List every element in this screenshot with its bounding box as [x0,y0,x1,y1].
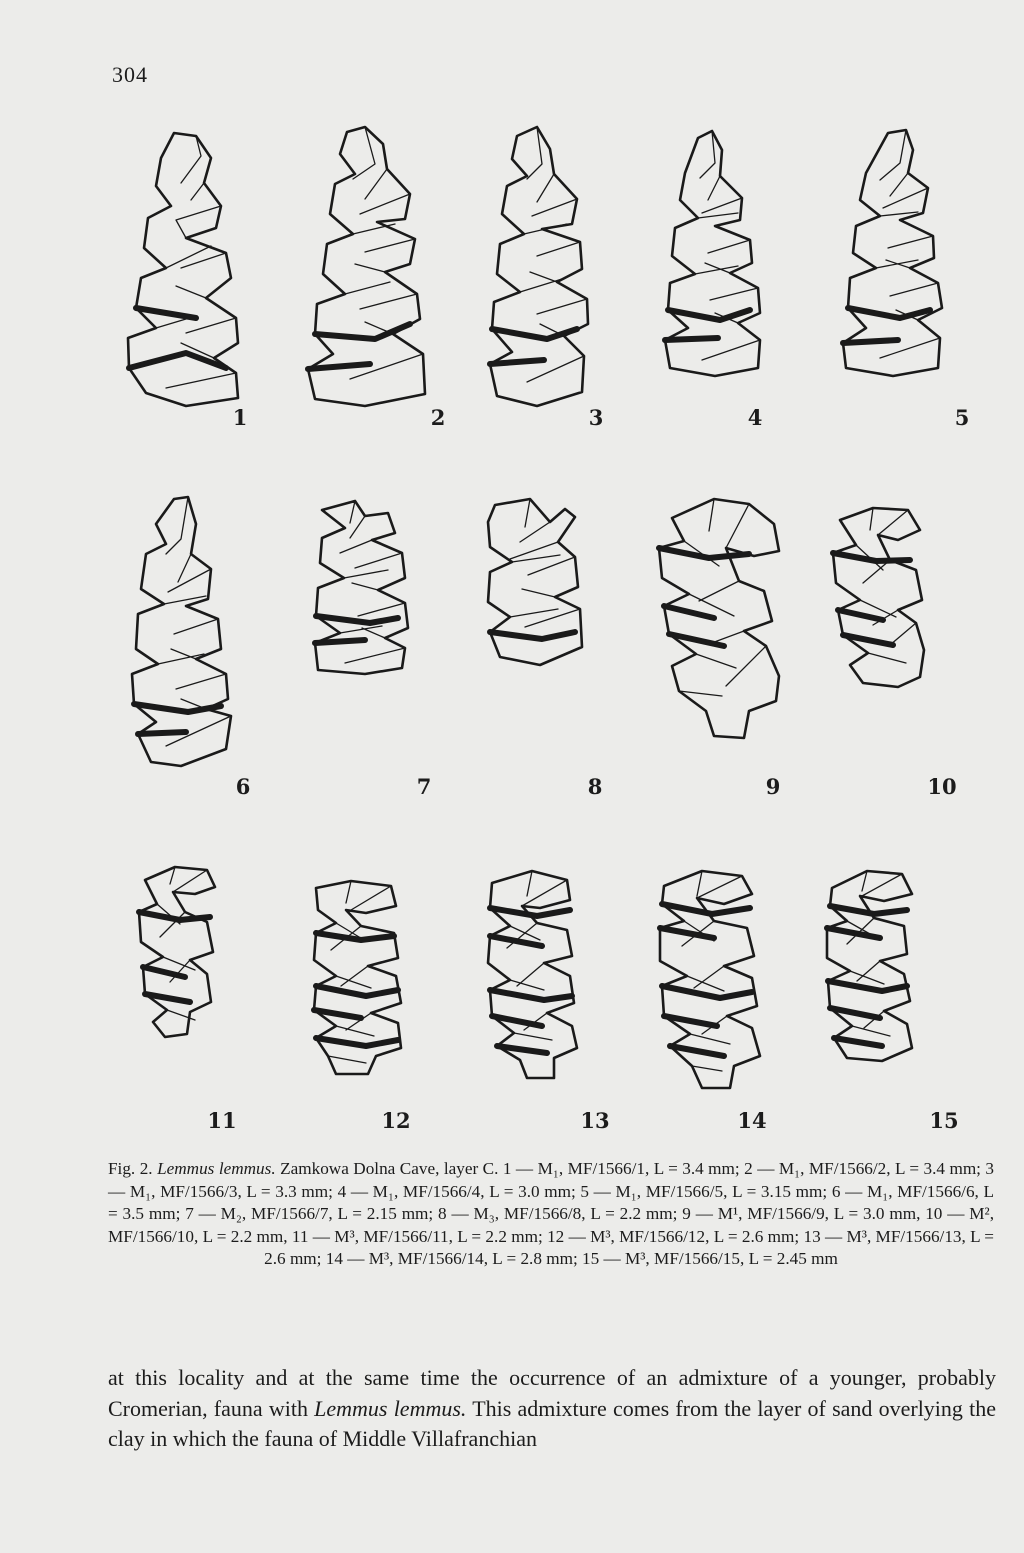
tooth-drawing-13 [482,868,582,1080]
tooth-drawing-11 [135,862,225,1042]
tooth-drawing-10 [828,505,928,695]
tooth-drawing-8 [480,497,590,672]
figure-number-1: 1 [232,405,248,430]
figure-caption [108,1158,994,1271]
figure-number-4: 4 [747,405,763,430]
tooth-drawing-12 [306,878,406,1078]
tooth-drawing-4 [660,128,765,378]
tooth-drawing-14 [652,866,767,1091]
tooth-drawing-9 [654,496,789,741]
body-text-before: at this locality and at the same time the occurrence of an admixture of a younger, probably Cromerian, fauna with [108,1365,996,1421]
caption-text: Zamkowa Dolna Cave, layer C. 1 — M₁, MF/1566/1, L = 3.4 mm; 2 — M₁, MF/1566/2, L = 3.4 mm; 3 — M₁, MF/1566/3, L = 3.3 mm; 4 — M₁, MF/1566/4, L = 3.0 mm; 5 — M₁, MF/1566/5, L = 3.15 mm; 6 — M₁, MF/1566/6, L = 3.5 mm; 7 — M₂, MF/1566/7, L = 2.15 mm; 8 — M₃, MF/1566/8, L = 2.2 mm; 9 — M¹, MF/1566/9, L = 3.0 mm, 10 — M², MF/1566/10, L = 2.2 mm, 11 — M³, MF/1566/11, L = 2.2 mm; 12 — M³, MF/1566/12, L = 2.6 mm; 13 — M³, MF/1566/13, L = 2.6 mm; 14 — M³, MF/1566/14, L = 2.8 mm; 15 — M³, MF/1566/15, L = 2.45 mm [108,1159,995,1269]
figure-number-6: 6 [235,774,251,799]
caption-species: Lemmus lemmus. [157,1159,276,1178]
tooth-drawing-7 [310,498,410,678]
figure-number-3: 3 [588,405,604,430]
figure-number-10: 10 [927,774,957,799]
tooth-drawing-6 [126,494,238,769]
figure-number-12: 12 [381,1108,411,1133]
figure-number-13: 13 [580,1108,610,1133]
figure-number-11: 11 [207,1108,237,1133]
tooth-drawing-3 [482,124,592,409]
figure-number-8: 8 [587,774,603,799]
page-number: 304 [112,62,148,87]
figure-number-2: 2 [430,405,446,430]
figure-number-9: 9 [765,774,781,799]
caption-label: Fig. 2. [108,1159,153,1178]
tooth-drawing-2 [305,124,430,409]
tooth-drawing-15 [822,866,922,1066]
figure-number-14: 14 [737,1108,767,1133]
body-paragraph [108,1363,996,1455]
tooth-drawing-5 [838,128,946,378]
figure-number-5: 5 [954,405,970,430]
body-species: Lemmus lemmus. [314,1395,467,1421]
figure-number-7: 7 [416,774,432,799]
body-text-after: This admixture comes from the layer of sand overlying the clay in which the fauna of Middle Villafranchian [108,1395,996,1451]
tooth-drawing-1 [126,128,241,408]
figure-number-15: 15 [929,1108,959,1133]
